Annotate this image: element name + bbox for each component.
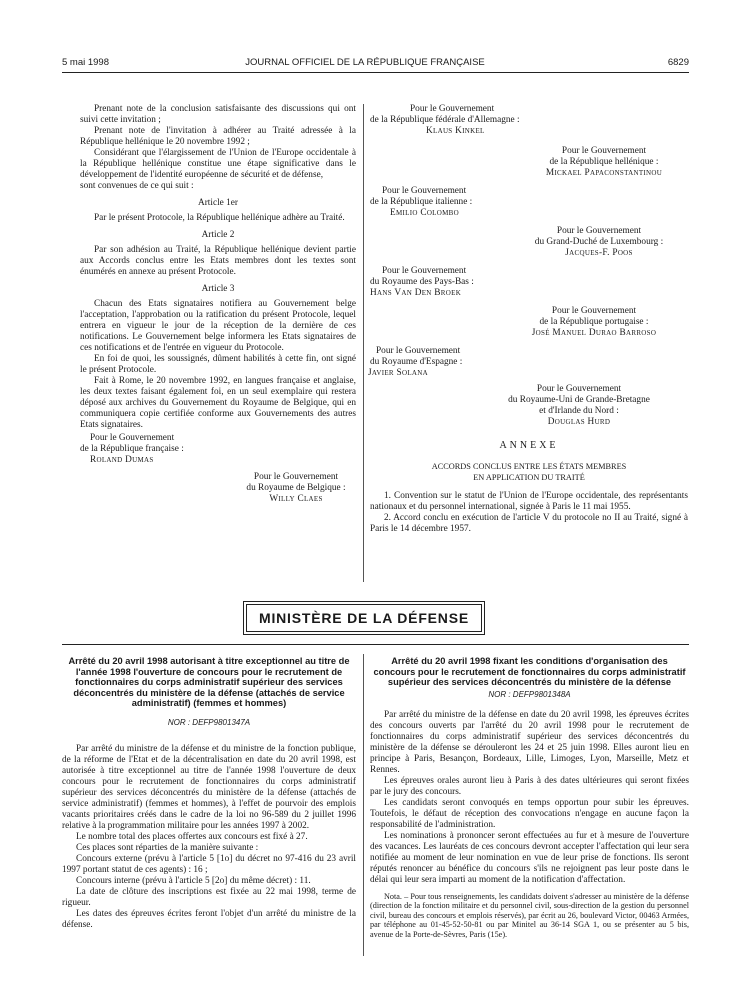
ministry-heading: MINISTÈRE DE LA DÉFENSE [246,604,482,632]
protocol-left-column [80,104,356,505]
signatory-name: Jacques-F. Poos [565,248,633,258]
paragraph: Prenant note de l'invitation à adhérer au Traité adressée à la République hellénique le 20 novembre 1992 ; [80,126,356,147]
signature-line: Pour le Gouvernement [410,104,495,114]
signature-spain [368,346,688,384]
paragraph: Le nombre total des places offertes aux concours est fixé à 27. [76,831,308,842]
signature-line: et d'Irlande du Nord : [539,406,619,416]
paragraph: La date de clôture des inscriptions est fixée au 22 mai 1998, terme de rigueur. [62,886,356,908]
signature-line: Pour le Gouvernement [382,186,467,196]
signature-netherlands [370,266,688,306]
signature-line: de la République hellénique : [549,157,659,167]
signature-line: Pour le Gouvernement [551,306,637,316]
signatory-name: José Manuel Durao Barroso [531,328,657,338]
paragraph: sont convenues de ce qui suit : [80,181,194,191]
decree-right-column [370,656,689,939]
article-2-title: Article 2 [201,230,235,240]
signature-line: de la République française : [80,444,184,454]
signature-line: du Royaume d'Espagne : [370,357,463,367]
paragraph: Les candidats seront convoqués en temps opportun pour subir les épreuves. Toutefois, le défaut de réception des convocations n'engage en aucune façon la responsabilité de l'administration. [370,797,689,830]
signature-line: Pour le Gouvernement [561,146,647,156]
column-divider [363,104,364,582]
annexe-item: 1. Convention sur le statut de l'Union de l'Europe occidentale, des représentants nationaux et du personnel international, signée à Paris le 11 mai 1955. [370,491,688,512]
signatory-name: Klaus Kinkel [426,126,485,136]
signature-line: du Royaume de Belgique : [246,483,346,493]
signature-italy [370,186,688,226]
paragraph: Les dates des épreuves écrites feront l'objet d'un arrêté du ministre de la défense. [62,908,356,930]
nor-reference: NOR : DEFP9801347A [167,717,251,727]
signatory-name: Roland Dumas [90,455,154,465]
signature-line: Pour le Gouvernement [382,266,467,276]
column-divider [363,654,364,956]
annexe-title: ANNEXE [499,440,559,451]
header-rule [62,72,689,73]
signature-line: du Royaume-Uni de Grande-Bretagne [508,395,650,405]
decree-title: Arrêté du 20 avril 1998 fixant les conditions d'organisation des concours pour le recrutement de fonctionnaires du corps administratif supérieur des services déconcentrés du ministère de la défense [373,656,686,687]
signatures-right-column [370,104,688,535]
signature-line: Pour le Gouvernement [90,433,175,443]
signatory-name: Javier Solana [368,368,428,378]
paragraph: Par arrêté du ministre de la défense et du ministre de la fonction publique, de la réforme de l'Etat et de la décentralisation en date du 20 avril 1998, est autorisée à titre exceptionnel au titre de l'année 1998 l'ouverture de deux concours pour le recrutement de fonctionnaires du corps administratif supérieur des services déconcentrés du ministère de la défense (attachés de service administratif) (femmes et hommes), à l'effet de pourvoir des emplois vacants prioritaires créés dans le cadre de la loi no 96-589 du 2 juillet 1996 relative à la programmation militaire pour les années 1997 à 2002. [62,743,356,831]
faith-clause: En foi de quoi, les soussignés, dûment habilités à cette fin, ont signé le présent Protocole. [80,354,356,375]
signature-line: Pour le Gouvernement [376,346,461,356]
journal-title: JOURNAL OFFICIEL DE LA RÉPUBLIQUE FRANÇAISE [245,57,485,68]
signature-luxembourg [510,226,688,266]
signatory-name: Douglas Hurd [547,417,611,427]
article-2-text: Par son adhésion au Traité, la République hellénique devient partie aux Accords conclus entre les Etats membres dont les textes sont énumérés en annexe au présent Protocole. [80,245,356,277]
signature-line: du Royaume des Pays-Bas : [370,277,474,287]
signatory-name: Emilio Colombo [390,208,459,218]
signatory-name: Mickael Papaconstantinou [545,168,663,178]
signature-line: de la République portugaise : [539,317,649,327]
paragraph: Considérant que l'élargissement de l'Union de l'Europe occidentale à la République hellénique constitue une étape significative dans le développement de l'identité européenne de sécurité et de défense, [80,148,356,180]
nota-note: Nota. – Pour tous renseignements, les candidats doivent s'adresser au ministère de la défense (direction de la fonction militaire et du personnel civil, sous-direction de la gestion du personnel civil, bureau des concours et emplois réservés), par écrit au 26, boulevard Victor, 00463 Armées, par téléphone au 01-45-52-50-81 ou par Minitel au 36-14 SGA 1, ou se présenter au 5 bis, avenue de la Porte-de-Sèvres, Paris (15e). [370,891,689,939]
paragraph: Prenant note de la conclusion satisfaisante des discussions qui ont suivi cette invitation ; [80,104,356,125]
header-date: 5 mai 1998 [62,57,110,68]
signature-line: de la République fédérale d'Allemagne : [370,115,520,125]
signature-germany [370,104,688,146]
signatory-name: Willy Claes [269,494,323,504]
signature-belgium [236,472,356,505]
signature-line: Pour le Gouvernement [536,384,622,394]
article-3-title: Article 3 [201,284,235,294]
annexe-subtitle: ACCORDS CONCLUS ENTRE LES ÉTATS MEMBRES [431,462,627,471]
article-1-title: Article 1er [197,198,238,208]
done-clause: Fait à Rome, le 20 novembre 1992, en langues française et anglaise, les deux textes faisant également foi, en un seul exemplaire qui restera déposé aux archives du Gouvernement du Royaume de Belgique, qui en communiquera copie certifiée conforme aux Gouvernements des autres Etats signataires. [80,376,356,430]
annexe-item: 2. Accord conclu en exécution de l'article V du protocole no II au Traité, signé à Paris le 14 décembre 1957. [370,513,688,534]
signature-greece [520,146,688,186]
paragraph: Concours externe (prévu à l'article 5 [1o] du décret no 97-416 du 23 avril 1997 portant statut de ces agents) : 16 ; [62,853,356,875]
signature-france [80,433,356,466]
article-1-text: Par le présent Protocole, la République hellénique adhère au Traité. [94,213,345,223]
paragraph: Ces places sont réparties de la manière suivante : [76,842,259,853]
signatory-name: Hans Van Den Broek [370,288,462,298]
paragraph: Par arrêté du ministre de la défense en date du 20 avril 1998, les épreuves écrites des concours ouverts par l'arrêté du 20 avril 1998 pour le recrutement de fonctionnaires du corps administratif supérieur des services déconcentrés du ministère de la défense se dérouleront les 24 et 25 juin 1998. Elles auront lieu en principe à Paris, Besançon, Bordeaux, Lille, Limoges, Lyon, Marseille, Metz et Rennes. [370,709,689,775]
signature-line: du Grand-Duché de Luxembourg : [534,237,664,247]
signature-line: Pour le Gouvernement [556,226,642,236]
section-rule [62,644,689,645]
decree-title: Arrêté du 20 avril 1998 autorisant à titre exceptionnel au titre de l'année 1998 l'ouverture de concours pour le recrutement de fonctionnaires du corps administratif supérieur des services déconcentrés du ministère de la défense (attachés de service administratif) (femmes et hommes) [68,656,350,708]
signature-united-kingdom [470,384,688,436]
signature-line: de la République italienne : [370,197,473,207]
nor-reference: NOR : DEFP9801348A [488,689,571,699]
article-3-text: Chacun des Etats signataires notifiera au Gouvernement belge l'acceptation, l'approbation ou la ratification du présent Protocole, lequel entrera en vigueur le jour de la réception de la dernière de ces notifications. Le Gouvernement belge informera les Etats signataires de ces notifications et de l'entrée en vigueur du Protocole. [80,299,356,353]
decree-left-column [62,656,356,931]
signature-portugal [500,306,688,346]
page-number: 6829 [667,57,689,68]
paragraph: Les nominations à prononcer seront effectuées au fur et à mesure de l'ouverture des vacances. Les lauréats de ces concours devront accepter l'affectation qui leur sera notifiée au moment de leur nomination en vue de leur prise de fonctions. Ils seront réputés renoncer au bénéfice du concours s'ils ne rejoignent pas leur poste dans le délai qui leur sera imparti au moment de la notification d'affectation. [370,830,689,885]
annexe-subtitle: EN APPLICATION DU TRAITÉ [473,473,585,482]
paragraph: Concours interne (prévu à l'article 5 [2o] du même décret) : 11. [76,875,311,886]
paragraph: Les épreuves orales auront lieu à Paris à des dates ultérieures qui seront fixées par le jury des concours. [370,775,689,797]
signature-line: Pour le Gouvernement [253,472,339,482]
